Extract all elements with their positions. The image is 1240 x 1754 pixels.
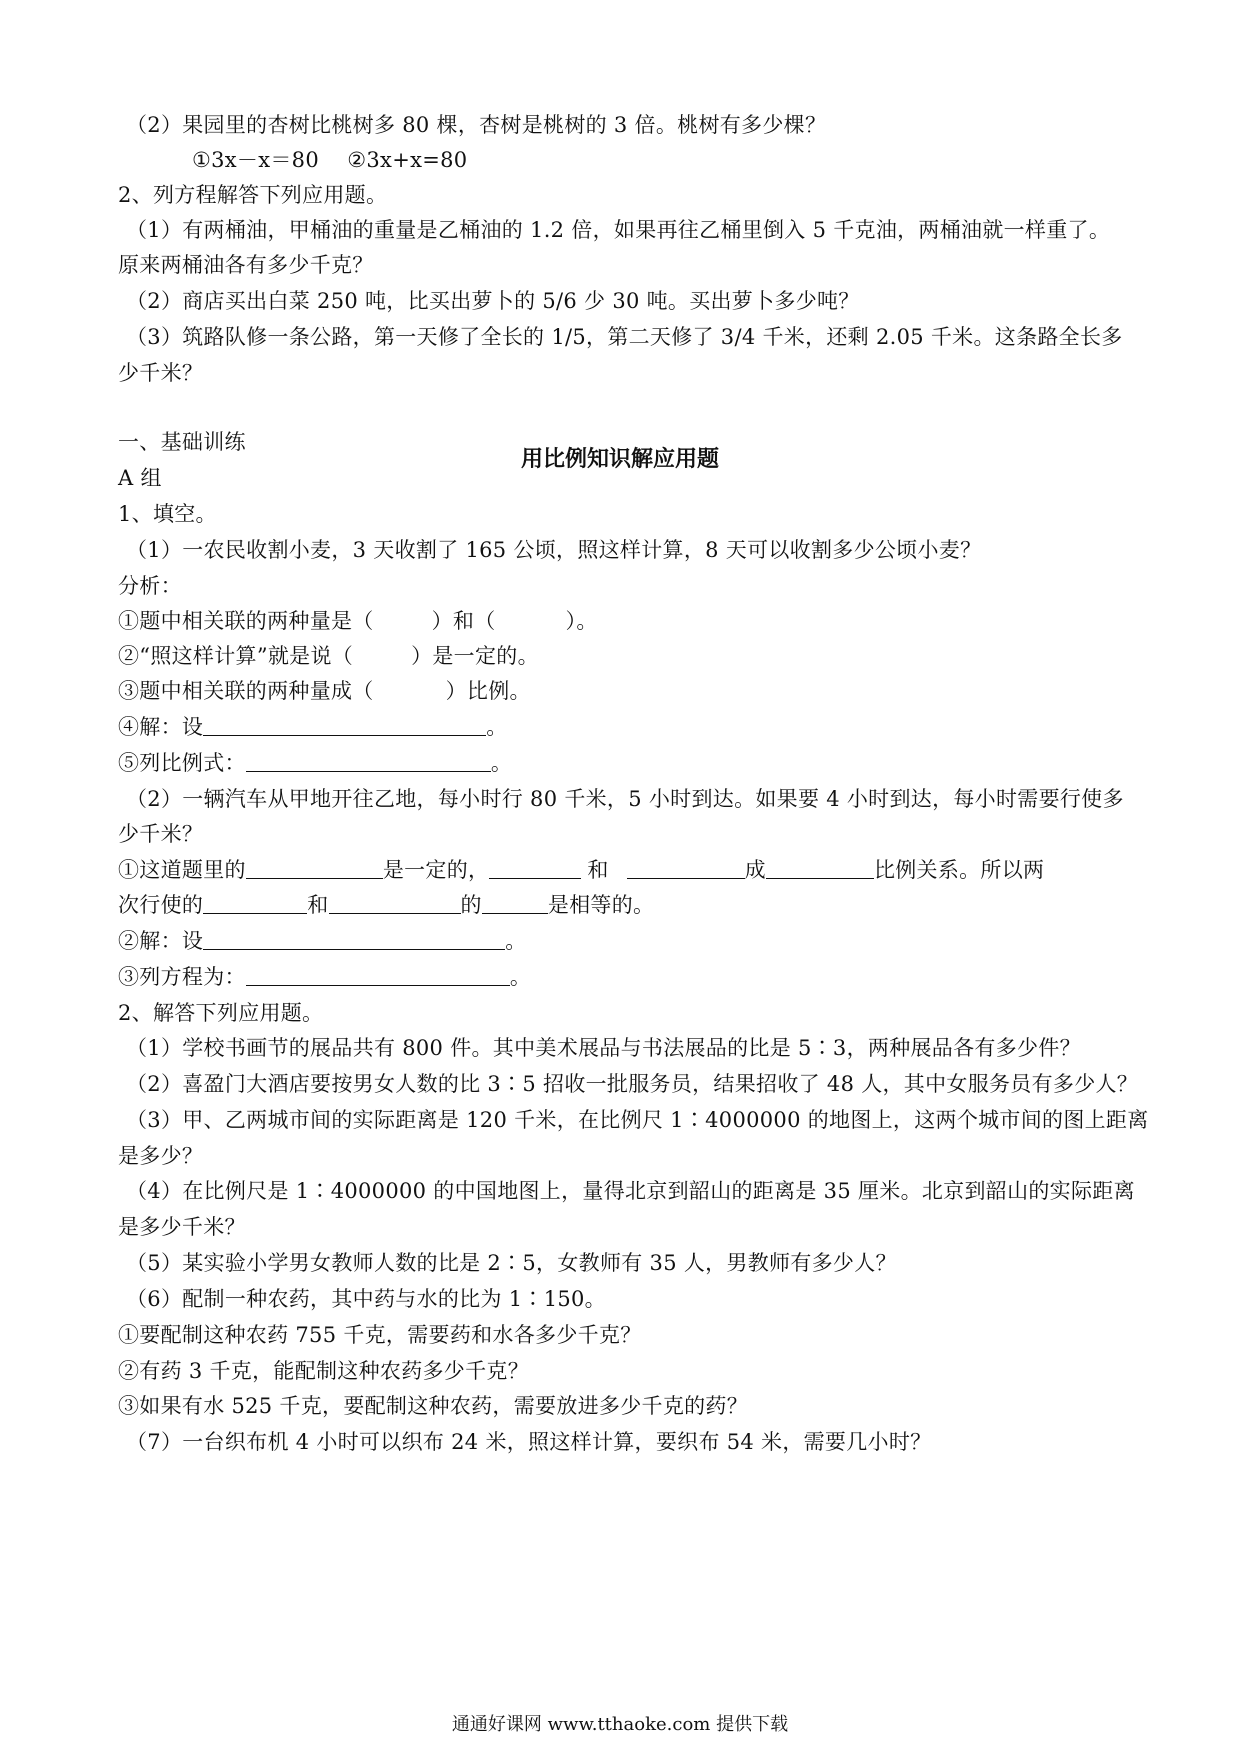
question-line: （2）果园里的杏树比桃树多 80 棵，杏树是桃树的 3 倍。桃树有多少棵？ [126, 113, 827, 137]
fill-blank-line: ④解：设 。 [118, 715, 508, 739]
question-line: 少千米？ [118, 822, 204, 846]
question-line: （2）商店买出白菜 250 吨，比买出萝卜的 5/6 少 30 吨。买出萝卜多少吨？ [126, 289, 860, 313]
question-line: ①要配制这种农药 755 千克，需要药和水各多少千克？ [118, 1323, 642, 1347]
question-line: 是多少？ [118, 1144, 204, 1168]
fill-blank-line: 次行使的 和 的 是相等的。 [118, 893, 655, 917]
fill-blank-line: ③题中相关联的两种量成（ ）比例。 [118, 679, 531, 703]
answer-blank[interactable] [246, 965, 510, 986]
fill-blank-line: ②解：设 。 [118, 929, 527, 953]
question-line: （1）有两桶油，甲桶油的重量是乙桶油的 1.2 倍，如果再往乙桶里倒入 5 千克油，两桶油就一样重了。 [126, 218, 1111, 242]
question-line: （1）学校书画节的展品共有 800 件。其中美术展品与书法展品的比是 5∶3，两种展品各有多少件？ [126, 1036, 1081, 1060]
group-heading: A 组 [118, 466, 162, 490]
question-line: ②有药 3 千克，能配制这种农药多少千克？ [118, 1359, 530, 1383]
answer-blank[interactable] [246, 751, 491, 772]
question-line: ③如果有水 525 千克，要配制这种农药，需要放进多少千克的药？ [118, 1394, 749, 1418]
fill-blank-line: ②“照这样计算”就是说（ ）是一定的。 [118, 644, 539, 668]
question-line: （2）喜盈门大酒店要按男女人数的比 3∶5 招收一批服务员，结果招收了 48 人，其中女服务员有多少人？ [126, 1072, 1139, 1096]
answer-blank[interactable] [246, 858, 383, 879]
section-heading: 1、填空。 [118, 502, 217, 526]
question-line: 原来两桶油各有多少千克？ [118, 253, 374, 277]
answer-blank[interactable] [627, 858, 745, 879]
answer-blank[interactable] [203, 929, 505, 950]
section-heading: 2、解答下列应用题。 [118, 1001, 324, 1025]
fill-blank-line: ③列方程为： 。 [118, 965, 532, 989]
section-heading: 一、基础训练 [118, 430, 246, 454]
answer-blank[interactable] [203, 893, 307, 914]
question-line: （5）某实验小学男女教师人数的比是 2∶5，女教师有 35 人，男教师有多少人？ [126, 1251, 897, 1275]
question-line: （3）甲、乙两城市间的实际距离是 120 千米，在比例尺 1∶4000000 的地图上，这两个城市间的图上距离 [126, 1108, 1149, 1132]
fill-blank-line: ①题中相关联的两种量是（ ）和（ ）。 [118, 609, 598, 633]
answer-blank[interactable] [489, 858, 581, 879]
answer-options: ①3x－x＝80 ②3x+x=80 [192, 148, 468, 172]
question-line: （4）在比例尺是 1∶4000000 的中国地图上，量得北京到韶山的距离是 35 厘米。北京到韶山的实际距离 [126, 1179, 1135, 1203]
fill-blank-line: ⑤列比例式： 。 [118, 751, 513, 775]
answer-blank[interactable] [766, 858, 874, 879]
question-line: 是多少千米？ [118, 1215, 246, 1239]
page-footer: 通通好课网 www.tthaoke.com 提供下载 [451, 1714, 789, 1735]
answer-blank[interactable] [203, 715, 486, 736]
answer-blank[interactable] [482, 893, 548, 914]
question-line: （7）一台织布机 4 小时可以织布 24 米，照这样计算，要织布 54 米，需要几小时？ [126, 1430, 932, 1454]
question-line: （6）配制一种农药，其中药与水的比为 1∶150。 [126, 1287, 606, 1311]
page-title: 用比例知识解应用题 [520, 446, 719, 472]
fill-blank-line: ①这道题里的 是一定的， 和 成 比例关系。所以两 [118, 858, 1045, 882]
question-line: （1）一农民收割小麦，3 天收割了 165 公顷，照这样计算，8 天可以收割多少公顷小麦？ [126, 538, 982, 562]
answer-blank[interactable] [329, 893, 461, 914]
question-line: （2）一辆汽车从甲地开往乙地，每小时行 80 千米，5 小时到达。如果要 4 小时到达，每小时需要行使多 [126, 787, 1124, 811]
analysis-label: 分析： [118, 574, 182, 598]
question-line: （3）筑路队修一条公路，第一天修了全长的 1/5，第二天修了 3/4 千米，还剩 2.05 千米。这条路全长多 [126, 325, 1123, 349]
section-heading: 2、列方程解答下列应用题。 [118, 183, 388, 207]
question-line: 少千米？ [118, 361, 204, 385]
